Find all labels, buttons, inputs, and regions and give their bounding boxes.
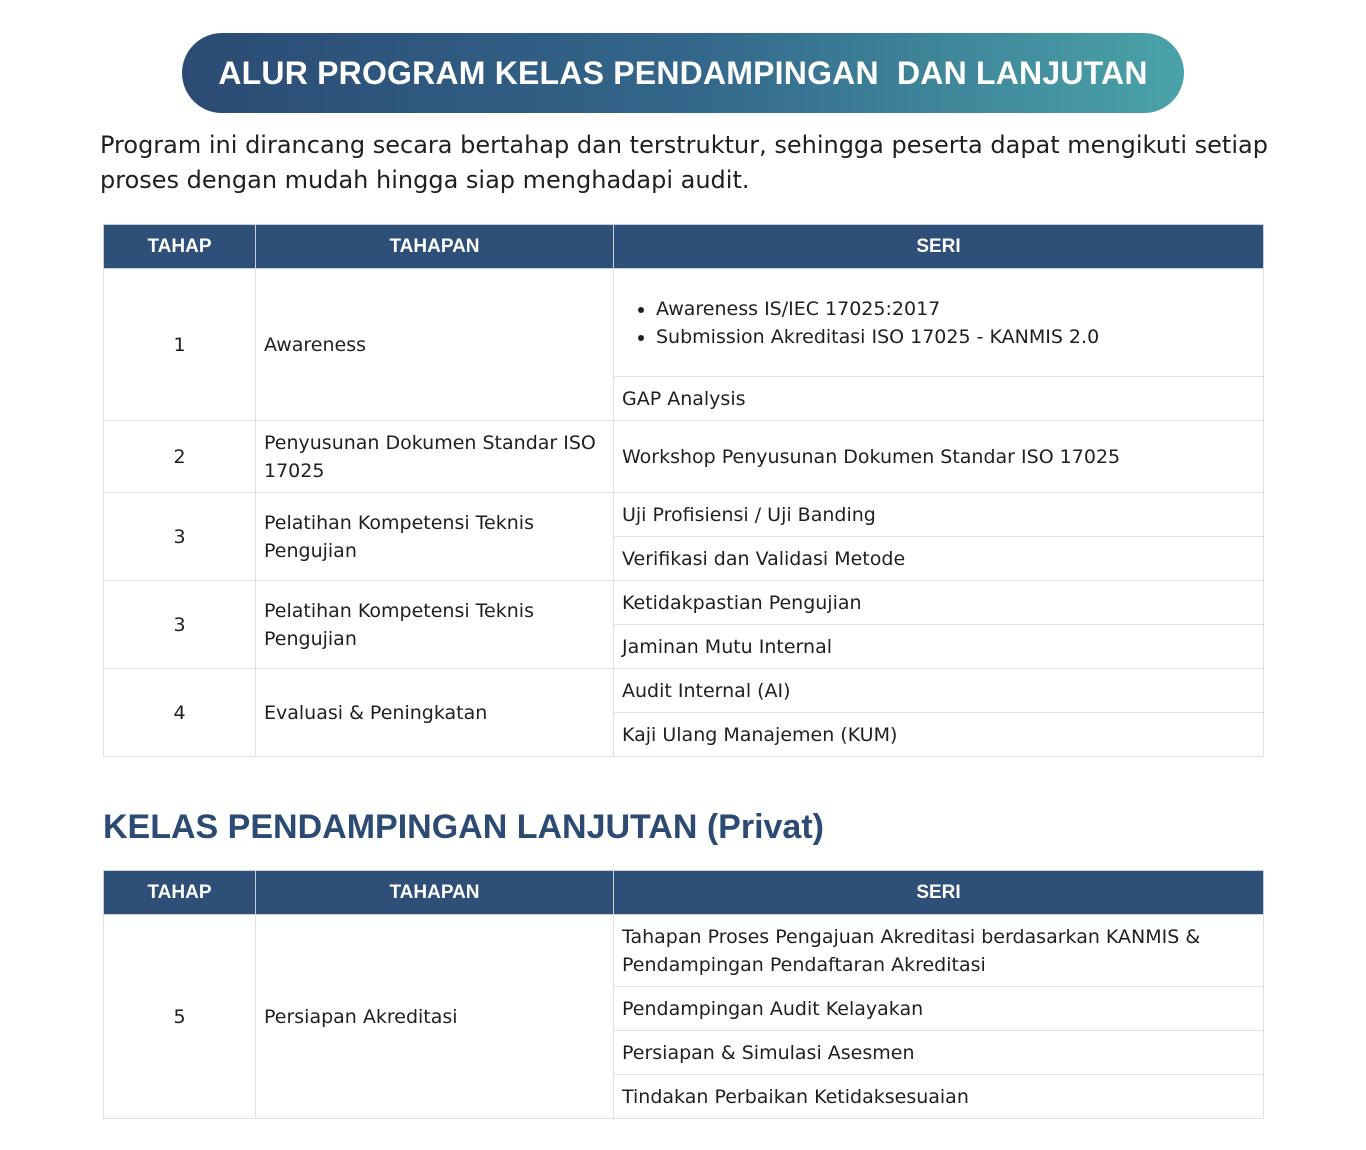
seri-bullet-item: • Submission Akreditasi ISO 17025 - KANMIS 2.0 (656, 323, 1255, 351)
table-row (104, 581, 1264, 625)
intro-paragraph: Program ini dirancang secara bertahap dan terstruktur, sehingga peserta dapat mengikuti setiap proses dengan mudah hingga siap menghadapi audit. (100, 131, 1268, 194)
seri-cell: Uji Profisiensi / Uji Banding (614, 493, 1264, 537)
seri-cell: Ketidakpastian Pengujian (614, 581, 1264, 625)
col-header-seri: SERI (614, 225, 1264, 269)
seri-cell: Kaji Ulang Manajemen (KUM) (614, 713, 1264, 757)
seri-bullet-cell (614, 269, 1264, 377)
table-header-row (104, 871, 1264, 915)
col-header-tahapan: TAHAPAN (256, 225, 614, 269)
tahapan-cell: Persiapan Akreditasi (256, 915, 614, 1119)
banner-title: ALUR PROGRAM KELAS PENDAMPINGAN DAN LANJUTAN (218, 54, 1148, 91)
seri-cell: Jaminan Mutu Internal (614, 625, 1264, 669)
tahapan-cell: Pelatihan Kompetensi Teknis Pengujian (256, 581, 614, 669)
tahap-cell: 5 (104, 915, 256, 1119)
seri-cell: Tahapan Proses Pengajuan Akreditasi berdasarkan KANMIS & Pendampingan Pendaftaran Akreditasi (614, 915, 1264, 987)
table-row (104, 421, 1264, 493)
table-header-row (104, 225, 1264, 269)
tahap-cell: 3 (104, 493, 256, 581)
section-title-lanjutan: KELAS PENDAMPINGAN LANJUTAN (Privat) (103, 808, 824, 846)
table-row (104, 915, 1264, 987)
tahap-cell: 1 (104, 269, 256, 421)
seri-cell: Tindakan Perbaikan Ketidaksesuaian (614, 1075, 1264, 1119)
seri-bullet-list (622, 295, 1255, 351)
table-row (104, 269, 1264, 377)
seri-bullet-item: • Awareness IS/IEC 17025:2017 (656, 295, 1255, 323)
tahap-cell: 3 (104, 581, 256, 669)
tahap-cell: 2 (104, 421, 256, 493)
seri-cell: Pendampingan Audit Kelayakan (614, 987, 1264, 1031)
col-header-tahap: TAHAP (104, 871, 256, 915)
title-banner (182, 33, 1184, 113)
col-header-tahap: TAHAP (104, 225, 256, 269)
tahapan-cell: Pelatihan Kompetensi Teknis Pengujian (256, 493, 614, 581)
seri-cell: Audit Internal (AI) (614, 669, 1264, 713)
col-header-tahapan: TAHAPAN (256, 871, 614, 915)
seri-cell: Workshop Penyusunan Dokumen Standar ISO 17025 (614, 421, 1264, 493)
tahap-cell: 4 (104, 669, 256, 757)
seri-cell: Persiapan & Simulasi Asesmen (614, 1031, 1264, 1075)
table-row (104, 493, 1264, 537)
lanjutan-table (103, 870, 1264, 1119)
seri-cell: Verifikasi dan Validasi Metode (614, 537, 1264, 581)
seri-cell: GAP Analysis (614, 377, 1264, 421)
tahapan-cell: Penyusunan Dokumen Standar ISO 17025 (256, 421, 614, 493)
tahapan-cell: Evaluasi & Peningkatan (256, 669, 614, 757)
tahapan-cell: Awareness (256, 269, 614, 421)
program-table (103, 224, 1264, 757)
col-header-seri: SERI (614, 871, 1264, 915)
table-row (104, 669, 1264, 713)
